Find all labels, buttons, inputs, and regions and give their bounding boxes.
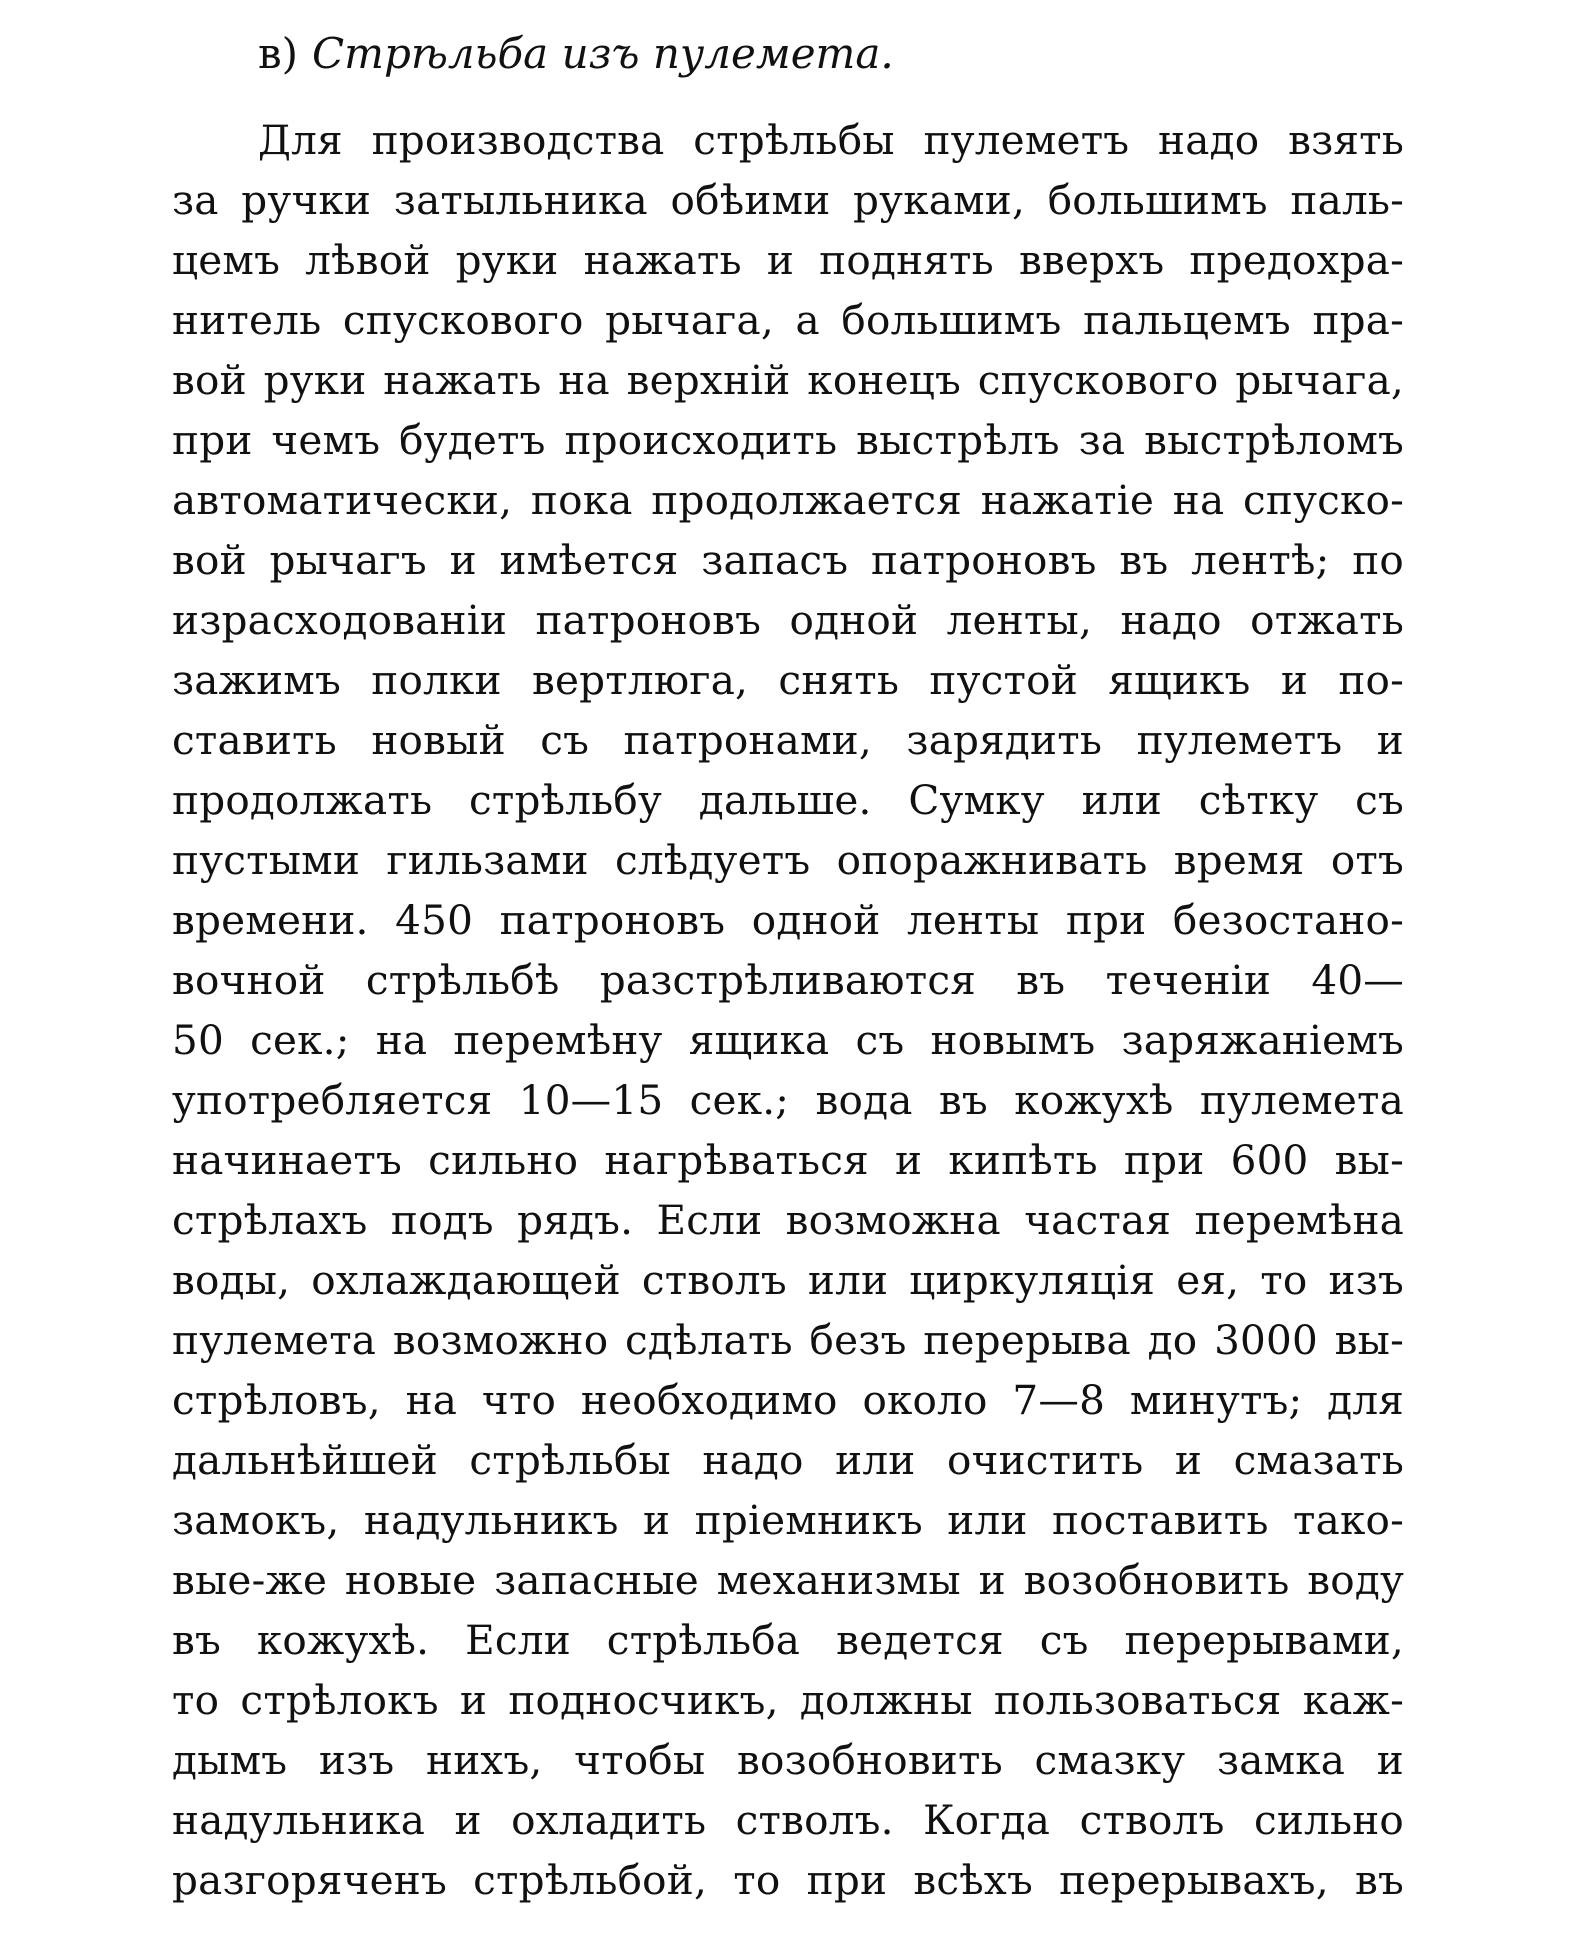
section-title: Стрѣльба изъ пулемета. xyxy=(312,29,894,78)
text-line: автоматически, пока продолжается нажатіе на спуско- xyxy=(172,476,1404,524)
text-line: начинаетъ сильно нагрѣваться и кипѣть при 600 вы- xyxy=(172,1136,1404,1184)
text-line: продолжать стрѣльбу дальше. Сумку или сѣтку съ xyxy=(172,776,1404,824)
text-line: при чемъ будетъ происходить выстрѣлъ за выстрѣломъ xyxy=(172,416,1404,464)
text-line: дымъ изъ нихъ, чтобы возобновить смазку замка и xyxy=(172,1736,1404,1784)
text-line: Для производства стрѣльбы пулеметъ надо взять xyxy=(258,116,1404,164)
text-line: въ кожухѣ. Если стрѣльба ведется съ перерывами, xyxy=(172,1616,1404,1664)
text-line: замокъ, надульникъ и пріемникъ или поставить тако- xyxy=(172,1496,1404,1544)
text-line: надульника и охладить стволъ. Когда стволъ сильно xyxy=(172,1796,1404,1844)
text-line: то стрѣлокъ и подносчикъ, должны пользоваться каж- xyxy=(172,1676,1404,1724)
text-line: употребляется 10—15 сек.; вода въ кожухѣ пулемета xyxy=(172,1076,1404,1124)
text-line: вые-же новые запасные механизмы и возобновить воду xyxy=(172,1556,1404,1604)
text-line: разгоряченъ стрѣльбой, то при всѣхъ перерывахъ, въ xyxy=(172,1856,1404,1904)
text-line: вой рычагъ и имѣется запасъ патроновъ въ лентѣ; по xyxy=(172,536,1404,584)
text-line: 50 сек.; на перемѣну ящика съ новымъ заряжаніемъ xyxy=(172,1016,1404,1064)
text-line: дальнѣйшей стрѣльбы надо или очистить и смазать xyxy=(172,1436,1404,1484)
text-line: за ручки затыльника обѣими руками, большимъ паль- xyxy=(172,176,1404,224)
text-line: стрѣловъ, на что необходимо около 7—8 минутъ; для xyxy=(172,1376,1404,1424)
text-line: ставить новый съ патронами, зарядить пулеметъ и xyxy=(172,716,1404,764)
text-line: зажимъ полки вертлюга, снять пустой ящикъ и по- xyxy=(172,656,1404,704)
text-line: вой руки нажать на верхній конецъ спускового рычага, xyxy=(172,356,1404,404)
text-line: вочной стрѣльбѣ разстрѣливаются въ теченіи 40— xyxy=(172,956,1404,1004)
text-line: воды, охлаждающей стволъ или циркуляція ея, то изъ xyxy=(172,1256,1404,1304)
text-line: израсходованіи патроновъ одной ленты, надо отжать xyxy=(172,596,1404,644)
text-line: цемъ лѣвой руки нажать и поднять вверхъ предохра- xyxy=(172,236,1404,284)
text-line: нитель спускового рычага, а большимъ пальцемъ пра- xyxy=(172,296,1404,344)
text-line: времени. 450 патроновъ одной ленты при безостано- xyxy=(172,896,1404,944)
text-line: пулемета возможно сдѣлать безъ перерыва до 3000 вы- xyxy=(172,1316,1404,1364)
text-line: пустыми гильзами слѣдуетъ опоражнивать время отъ xyxy=(172,836,1404,884)
section-letter: в) xyxy=(258,29,299,78)
text-line: стрѣлахъ подъ рядъ. Если возможна частая перемѣна xyxy=(172,1196,1404,1244)
